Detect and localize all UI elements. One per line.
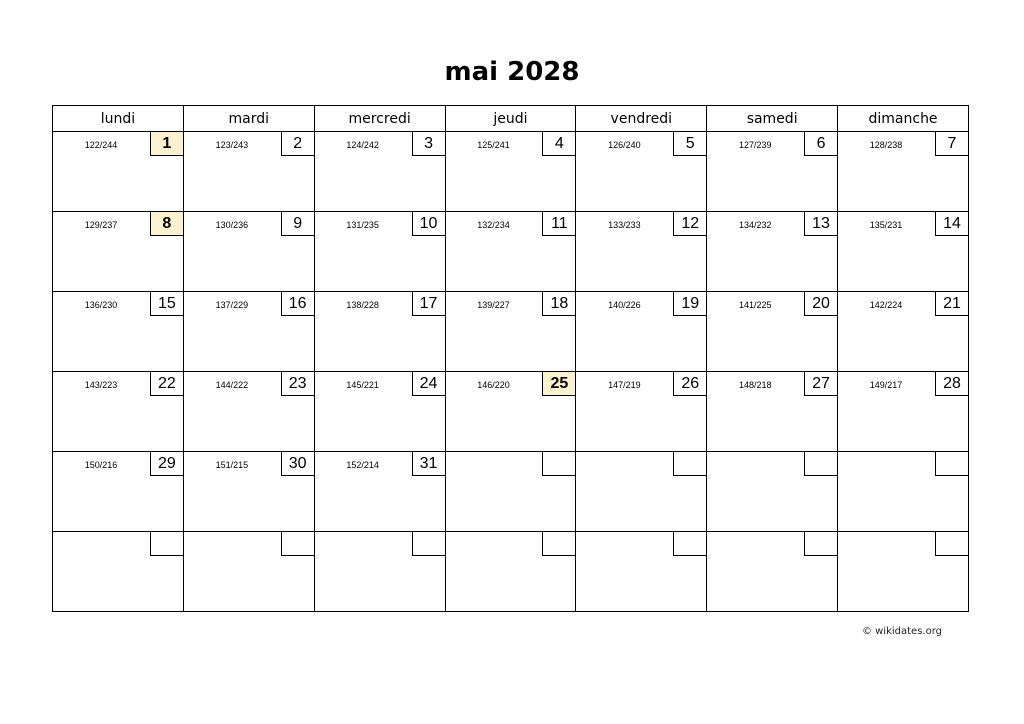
day-of-year-label: 141/225 <box>738 300 772 310</box>
day-number: 16 <box>281 292 314 316</box>
day-of-year-label: 132/234 <box>477 220 510 230</box>
day-cell-content <box>838 292 968 371</box>
day-cell-content <box>315 372 445 451</box>
day-number <box>412 532 445 556</box>
day-number: 21 <box>935 292 968 316</box>
day-cell-content <box>53 452 183 531</box>
day-of-year-label: 135/231 <box>869 220 903 230</box>
day-of-year-label: 133/233 <box>608 220 641 230</box>
day-cell-content <box>707 532 837 611</box>
day-cell-content <box>446 452 576 531</box>
day-number <box>542 452 575 476</box>
day-cell <box>576 212 707 292</box>
day-cell-content <box>838 132 968 211</box>
day-cell-content <box>838 372 968 451</box>
day-cell <box>53 132 184 212</box>
day-cell-content <box>184 212 314 291</box>
day-cell-content <box>53 132 183 211</box>
day-number: 28 <box>935 372 968 396</box>
day-number: 30 <box>281 452 314 476</box>
day-number <box>281 532 314 556</box>
day-of-year-label: 142/224 <box>869 300 903 310</box>
weekday-header: samedi <box>707 106 838 132</box>
day-cell-content <box>446 132 576 211</box>
day-number: 6 <box>804 132 837 156</box>
day-of-year-label: 138/228 <box>346 300 379 310</box>
day-cell-content <box>446 212 576 291</box>
day-of-year-label: 123/243 <box>215 140 249 150</box>
day-number <box>935 452 968 476</box>
weekday-header: mercredi <box>314 106 445 132</box>
day-number: 19 <box>673 292 706 316</box>
day-number: 12 <box>673 212 706 236</box>
day-cell <box>445 132 576 212</box>
day-cell-content <box>576 292 706 371</box>
credit-text: © wikidates.org <box>861 626 942 637</box>
weekday-header: vendredi <box>576 106 707 132</box>
day-of-year-label: 145/221 <box>346 380 379 390</box>
day-cell-content <box>838 212 968 291</box>
day-of-year-label: 151/215 <box>215 460 249 470</box>
day-cell-content <box>53 372 183 451</box>
day-cell-content <box>707 372 837 451</box>
day-cell <box>314 292 445 372</box>
day-of-year-label: 125/241 <box>477 140 510 150</box>
day-number <box>673 532 706 556</box>
day-of-year-label: 134/232 <box>738 220 772 230</box>
day-cell <box>707 532 838 612</box>
day-cell <box>53 292 184 372</box>
day-cell-content <box>315 532 445 611</box>
day-cell <box>314 372 445 452</box>
weekday-header-row <box>53 106 969 132</box>
day-cell-content <box>315 212 445 291</box>
day-cell-content <box>838 532 968 611</box>
day-of-year-label: 144/222 <box>215 380 249 390</box>
day-number: 10 <box>412 212 445 236</box>
day-number: 24 <box>412 372 445 396</box>
weekday-header: mardi <box>183 106 314 132</box>
week-row <box>53 132 969 212</box>
day-number: 11 <box>542 212 575 236</box>
day-cell-content <box>576 452 706 531</box>
day-number: 2 <box>281 132 314 156</box>
day-number <box>542 532 575 556</box>
day-cell <box>838 452 969 532</box>
day-cell-content <box>184 292 314 371</box>
day-cell-content <box>576 132 706 211</box>
day-cell <box>183 212 314 292</box>
day-cell <box>445 532 576 612</box>
day-cell <box>183 132 314 212</box>
day-cell-content <box>707 452 837 531</box>
day-of-year-label: 136/230 <box>84 300 118 310</box>
day-of-year-label: 149/217 <box>869 380 903 390</box>
day-number: 3 <box>412 132 445 156</box>
weekday-header: jeudi <box>445 106 576 132</box>
day-cell <box>183 292 314 372</box>
day-of-year-label: 139/227 <box>477 300 510 310</box>
day-of-year-label: 131/235 <box>346 220 379 230</box>
day-cell-content <box>53 212 183 291</box>
day-of-year-label: 148/218 <box>738 380 772 390</box>
day-number <box>150 532 183 556</box>
day-number: 20 <box>804 292 837 316</box>
calendar-grid <box>52 105 969 612</box>
day-number: 14 <box>935 212 968 236</box>
week-row <box>53 532 969 612</box>
day-cell-content <box>576 532 706 611</box>
day-cell <box>183 532 314 612</box>
day-number: 26 <box>673 372 706 396</box>
day-number: 4 <box>542 132 575 156</box>
day-number <box>804 532 837 556</box>
day-cell <box>445 292 576 372</box>
day-cell-content <box>576 212 706 291</box>
day-cell-content <box>707 132 837 211</box>
day-cell <box>576 532 707 612</box>
day-cell <box>314 132 445 212</box>
day-cell-content <box>315 292 445 371</box>
day-of-year-label: 129/237 <box>84 220 118 230</box>
day-cell <box>576 132 707 212</box>
day-of-year-label: 124/242 <box>346 140 379 150</box>
day-of-year-label: 122/244 <box>84 140 118 150</box>
day-number: 5 <box>673 132 706 156</box>
day-number: 8 <box>150 212 183 236</box>
day-number: 25 <box>542 372 575 396</box>
day-of-year-label: 150/216 <box>84 460 118 470</box>
day-of-year-label: 130/236 <box>215 220 249 230</box>
day-cell-content <box>184 372 314 451</box>
day-cell-content <box>707 212 837 291</box>
weekday-header: dimanche <box>838 106 969 132</box>
day-cell <box>183 372 314 452</box>
day-cell-content <box>446 532 576 611</box>
weekday-header: lundi <box>53 106 184 132</box>
day-cell-content <box>315 452 445 531</box>
day-cell-content <box>315 132 445 211</box>
day-number: 31 <box>412 452 445 476</box>
day-cell <box>314 532 445 612</box>
day-number <box>804 452 837 476</box>
day-number: 18 <box>542 292 575 316</box>
day-number: 23 <box>281 372 314 396</box>
day-cell <box>838 212 969 292</box>
day-cell <box>707 292 838 372</box>
day-of-year-label: 152/214 <box>346 460 379 470</box>
day-cell <box>183 452 314 532</box>
day-cell <box>53 212 184 292</box>
day-number: 1 <box>150 132 183 156</box>
day-number <box>673 452 706 476</box>
day-number: 15 <box>150 292 183 316</box>
week-row <box>53 292 969 372</box>
day-number: 9 <box>281 212 314 236</box>
day-cell <box>445 372 576 452</box>
day-of-year-label: 147/219 <box>608 380 641 390</box>
day-cell <box>707 212 838 292</box>
day-cell <box>576 452 707 532</box>
day-cell <box>838 292 969 372</box>
day-cell-content <box>184 532 314 611</box>
day-cell <box>838 532 969 612</box>
day-cell-content <box>184 452 314 531</box>
week-row <box>53 212 969 292</box>
day-number: 29 <box>150 452 183 476</box>
day-number <box>935 532 968 556</box>
day-number: 7 <box>935 132 968 156</box>
day-cell <box>53 452 184 532</box>
day-of-year-label: 128/238 <box>869 140 903 150</box>
day-of-year-label: 137/229 <box>215 300 249 310</box>
day-cell <box>576 292 707 372</box>
page-title: mai 2028 <box>444 57 580 87</box>
day-number: 13 <box>804 212 837 236</box>
day-of-year-label: 140/226 <box>608 300 641 310</box>
day-of-year-label: 126/240 <box>608 140 641 150</box>
week-row <box>53 452 969 532</box>
day-cell <box>707 452 838 532</box>
week-row <box>53 372 969 452</box>
day-of-year-label: 127/239 <box>738 140 772 150</box>
day-number: 17 <box>412 292 445 316</box>
day-cell-content <box>707 292 837 371</box>
day-cell-content <box>838 452 968 531</box>
day-cell-content <box>446 292 576 371</box>
day-cell <box>838 132 969 212</box>
day-cell <box>53 532 184 612</box>
day-cell <box>53 372 184 452</box>
day-cell <box>314 452 445 532</box>
day-cell <box>314 212 445 292</box>
day-number: 22 <box>150 372 183 396</box>
day-cell <box>445 452 576 532</box>
day-cell <box>707 372 838 452</box>
day-cell <box>445 212 576 292</box>
day-cell <box>576 372 707 452</box>
day-cell-content <box>53 292 183 371</box>
day-of-year-label: 143/223 <box>84 380 118 390</box>
day-cell-content <box>184 132 314 211</box>
day-cell-content <box>53 532 183 611</box>
day-of-year-label: 146/220 <box>477 380 510 390</box>
day-number: 27 <box>804 372 837 396</box>
day-cell <box>707 132 838 212</box>
day-cell-content <box>576 372 706 451</box>
day-cell-content <box>446 372 576 451</box>
day-cell <box>838 372 969 452</box>
